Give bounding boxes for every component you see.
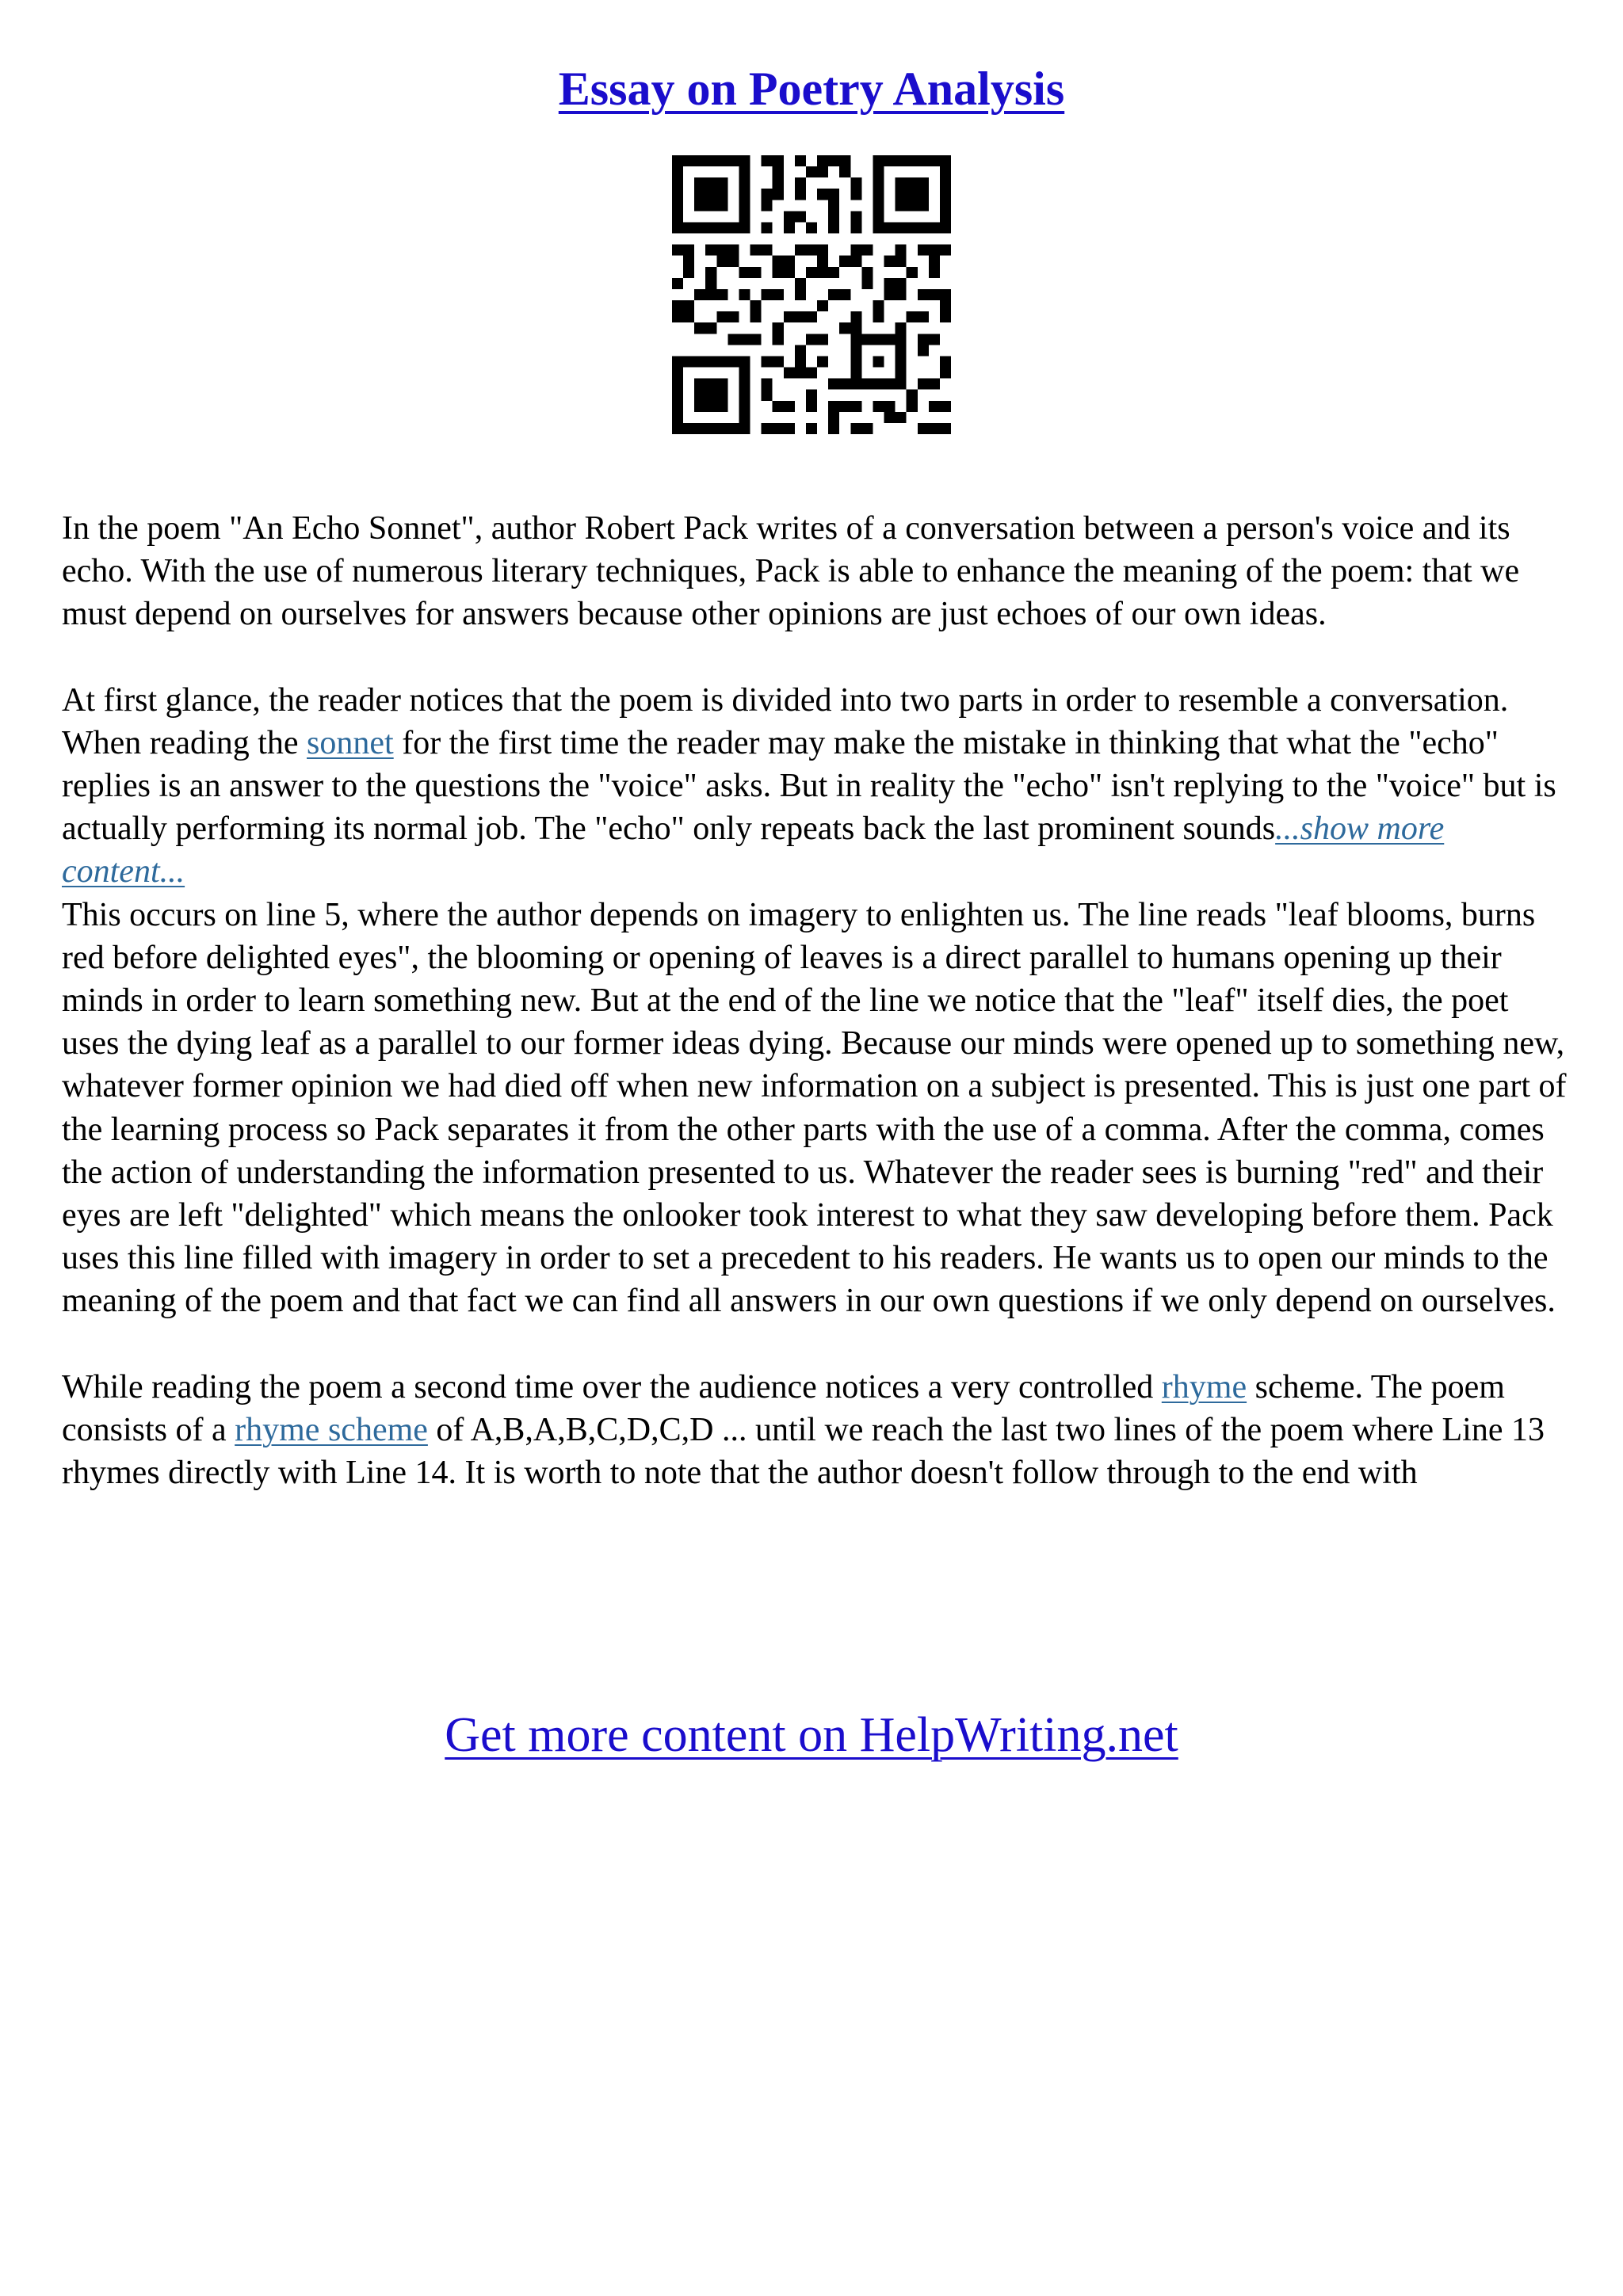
- paragraph-text: scheme. The poem consists of a: [62, 1368, 1505, 1448]
- paragraph-text: for the first time the reader may make the mistake in thinking that what the "echo" replies is an answer to the questions the "voice" asks. But in reality the "echo" isn't replying to the "voice" but is actually performing its normal job. The "echo" only repeats back the last prominent sounds: [62, 724, 1556, 848]
- paragraph-text: of A,B,A,B,C,D,C,D ... until we reach the last two lines of the poem where Line 13 rhymes directly with Line 14. It is worth to note that the author doesn't follow through to the end with: [62, 1411, 1545, 1492]
- paragraph-text: While reading the poem a second time over the audience notices a very controlled: [62, 1368, 1162, 1405]
- get-more-content-link[interactable]: Get more content on HelpWriting.net: [445, 1708, 1178, 1762]
- title-link[interactable]: Essay on Poetry Analysis: [558, 63, 1065, 115]
- footer: [0, 1703, 1623, 1767]
- keyword-link-sonnet[interactable]: sonnet: [307, 724, 394, 761]
- paragraph-rhyme: [62, 1366, 1568, 1495]
- essay-body: [62, 507, 1568, 1537]
- qr-code-icon: [672, 155, 951, 434]
- paragraph-intro: In the poem "An Echo Sonnet", author Robert Pack writes of a conversation between a person's voice and its echo. With the use of numerous literary techniques, Pack is able to enhance the meaning of the poem: that we must depend on ourselves for answers because other opinions are just echoes of our own ideas.: [62, 510, 1520, 633]
- paragraph-first-glance: [62, 679, 1568, 894]
- keyword-link-rhyme[interactable]: rhyme: [1161, 1368, 1247, 1405]
- show-more-link[interactable]: ...show more content...: [62, 810, 1445, 891]
- qr-code-graphic: [672, 155, 951, 434]
- paragraph-text: At first glance, the reader notices that the poem is divided into two parts in order to resemble a conversation. When reading the: [62, 681, 1509, 761]
- page-title: [0, 57, 1623, 120]
- keyword-link-rhyme-scheme[interactable]: rhyme scheme: [235, 1411, 428, 1448]
- paragraph-imagery: This occurs on line 5, where the author depends on imagery to enlighten us. The line reads "leaf blooms, burns red before delighted eyes", the blooming or opening of leaves is a direct parallel to humans opening up their minds in order to learn something new. But at the end of the line we notice that the "leaf" itself dies, the poet uses the dying leaf as a parallel to our former ideas dying. Because our minds were opened up to something new, whatever former opinion we had died off when new information on a subject is presented. This is just one part of the learning process so Pack separates it from the other parts with the use of a comma. After the comma, comes the action of understanding the information presented to us. Whatever the reader sees is burning "red" and their eyes are left "delighted" which means the onlooker took interest to what they saw developing before them. Pack uses this line filled with imagery in order to set a precedent to his readers. He wants us to open our minds to the meaning of the poem and that fact we can find all answers in our own questions if we only depend on ourselves.: [62, 896, 1567, 1320]
